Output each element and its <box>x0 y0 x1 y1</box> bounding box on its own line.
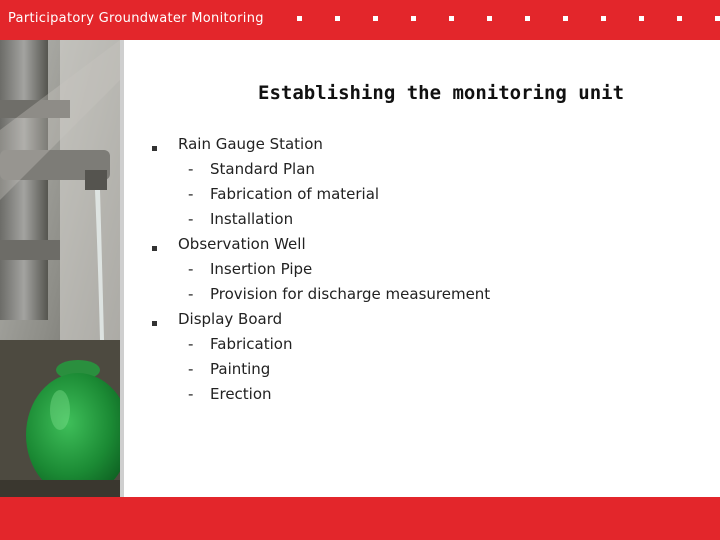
dash-marker: - <box>188 360 194 378</box>
bullet-marker <box>152 321 157 326</box>
subitem-fabrication-of-material: Fabrication of material <box>210 185 380 203</box>
subitem-insertion-pipe: Insertion Pipe <box>210 260 313 278</box>
subitem-installation: Installation <box>210 210 294 228</box>
bullet-display-board: Display Board <box>178 310 283 328</box>
dash-marker: - <box>188 385 194 403</box>
footer-bar <box>0 497 720 540</box>
header-dot <box>525 16 530 21</box>
bullet-marker <box>152 146 157 151</box>
dash-marker: - <box>188 210 194 228</box>
dash-marker: - <box>188 335 194 353</box>
slide-title: Establishing the monitoring unit <box>258 82 625 104</box>
bullet-observation-well: Observation Well <box>178 235 306 253</box>
header-dot <box>487 16 492 21</box>
header-dot <box>639 16 644 21</box>
header-dot <box>601 16 606 21</box>
header-dot <box>335 16 340 21</box>
panel-edge <box>120 40 124 497</box>
header-title: Participatory Groundwater Monitoring <box>8 11 264 26</box>
bullet-marker <box>152 246 157 251</box>
header-dot <box>563 16 568 21</box>
hand-pump-photo <box>0 40 120 497</box>
header-bar <box>0 0 720 40</box>
subitem-standard-plan: Standard Plan <box>210 160 315 178</box>
subitem-painting: Painting <box>210 360 271 378</box>
header-dot <box>373 16 378 21</box>
subitem-fabrication: Fabrication <box>210 335 293 353</box>
header-dot <box>677 16 682 21</box>
bullet-rain-gauge-station: Rain Gauge Station <box>178 135 323 153</box>
header-dot <box>449 16 454 21</box>
dash-marker: - <box>188 260 194 278</box>
subitem-erection: Erection <box>210 385 272 403</box>
dash-marker: - <box>188 160 194 178</box>
dash-marker: - <box>188 285 194 303</box>
subitem-discharge-measurement: Provision for discharge measurement <box>210 285 491 303</box>
dash-marker: - <box>188 185 194 203</box>
header-dot <box>411 16 416 21</box>
header-dot <box>297 16 302 21</box>
header-dot <box>715 16 720 21</box>
